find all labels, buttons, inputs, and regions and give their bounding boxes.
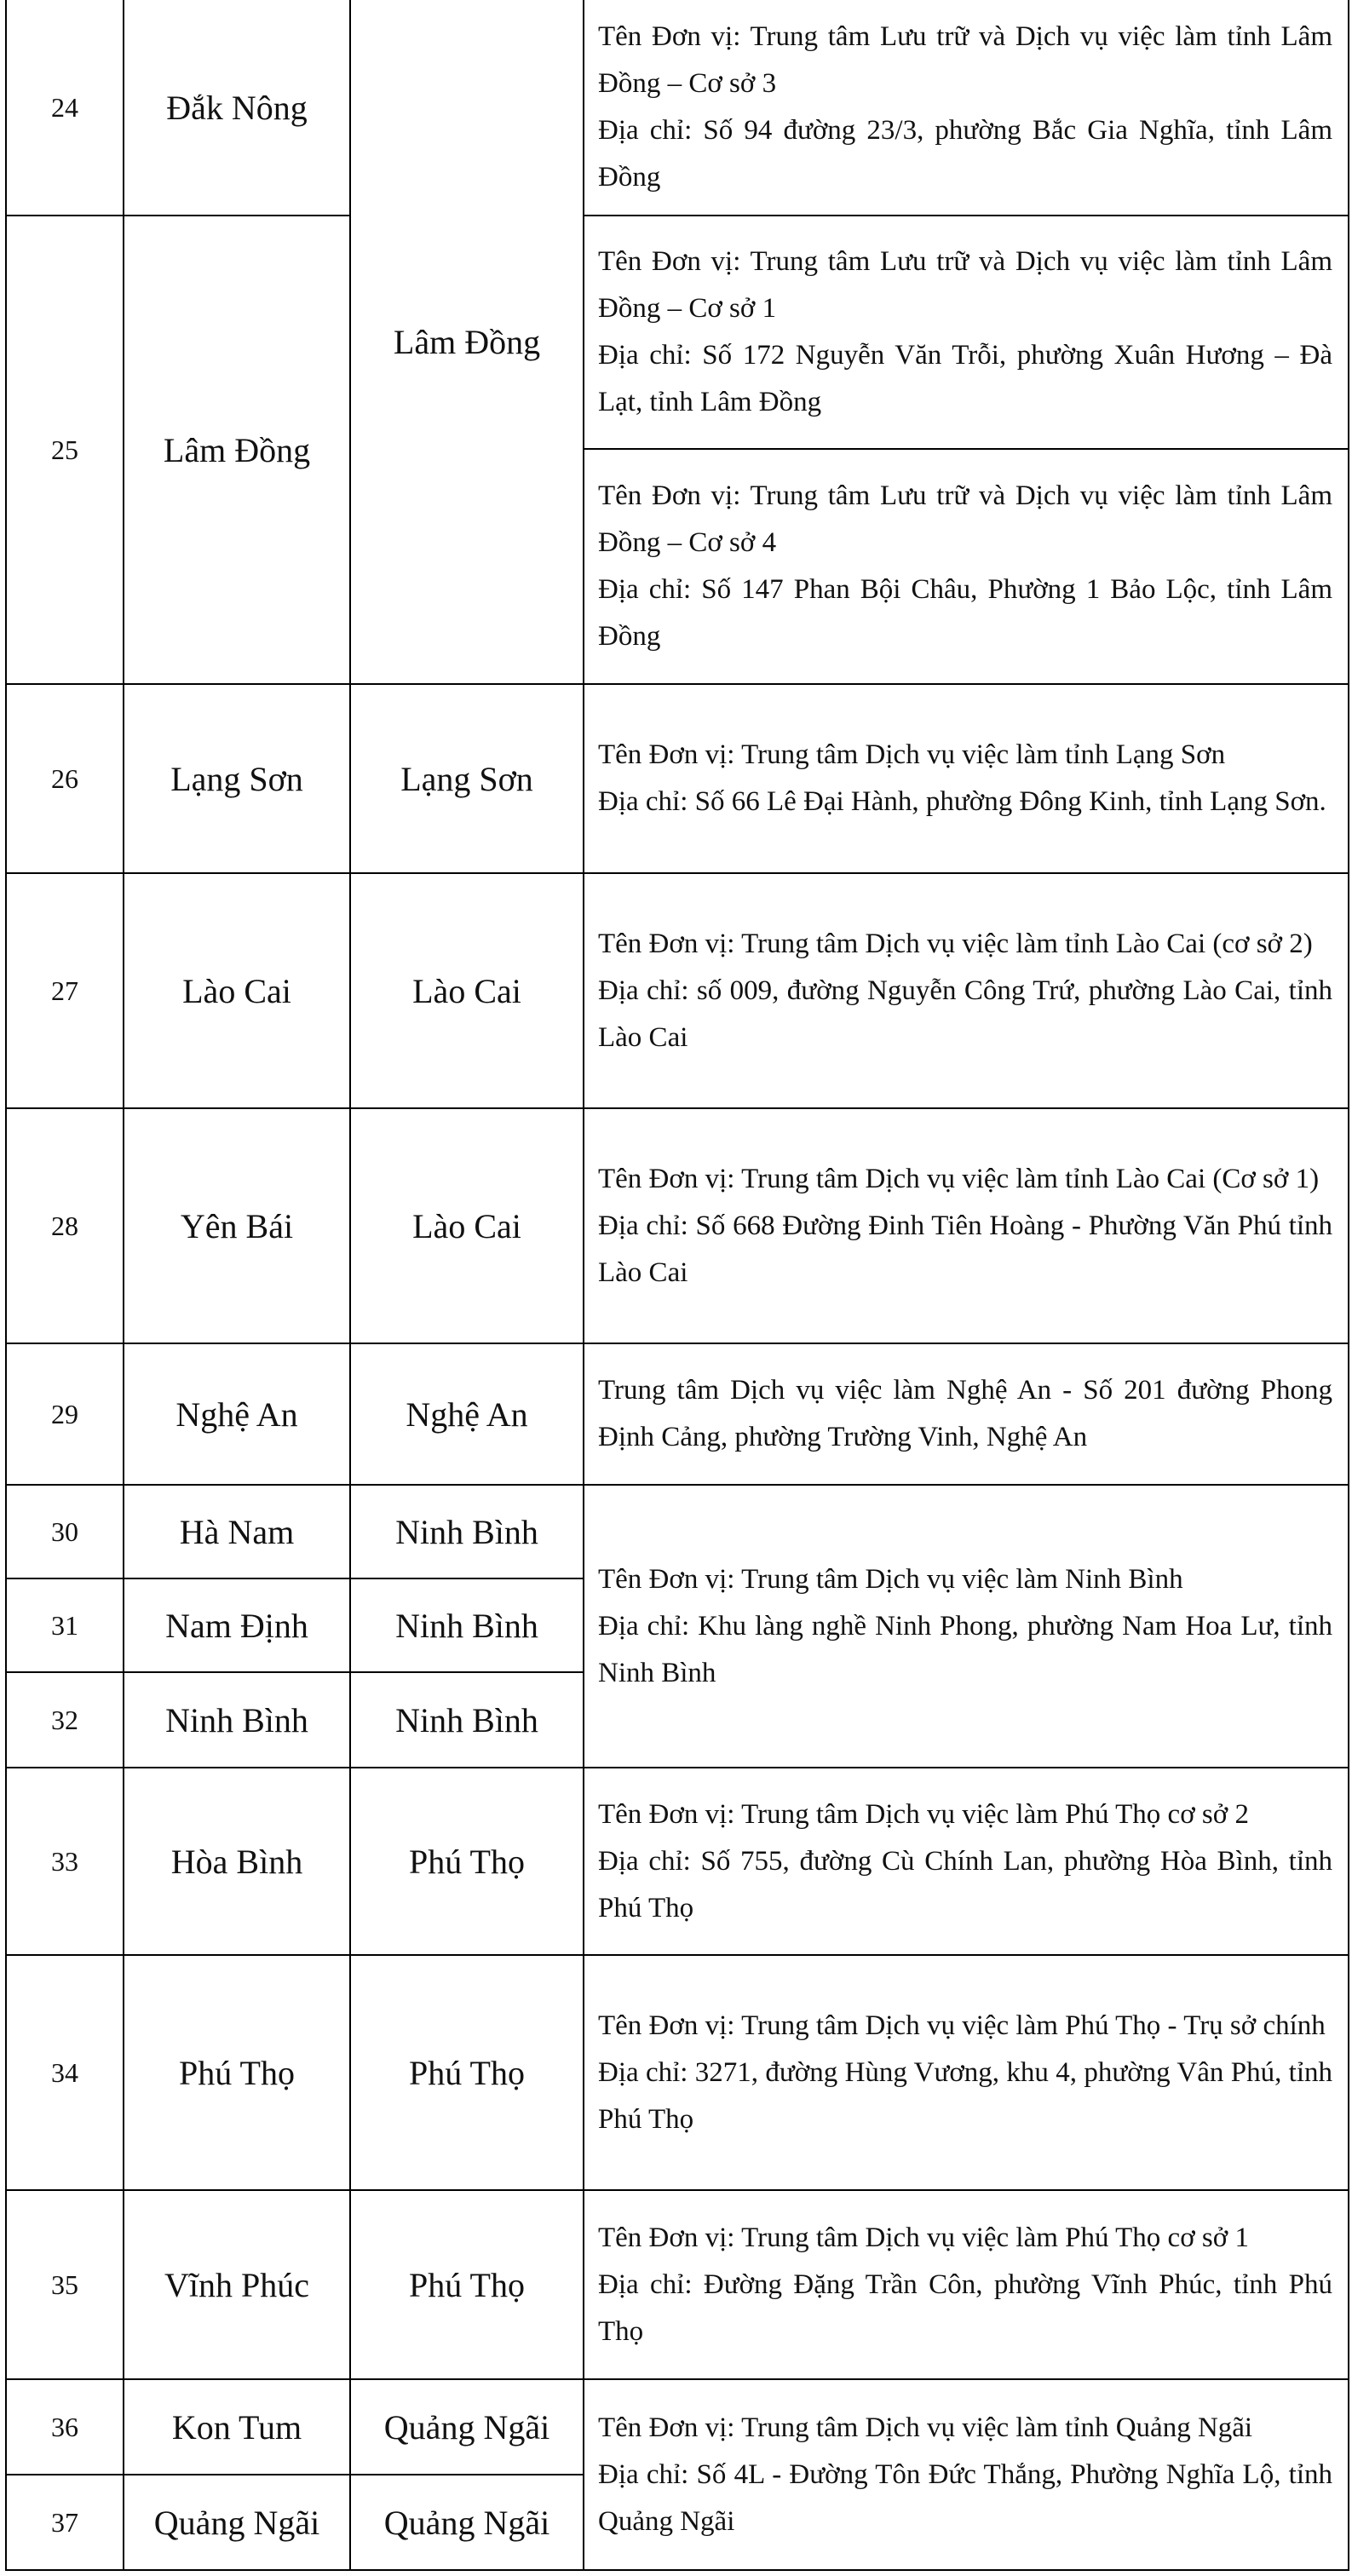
unit-info	[584, 2379, 1349, 2570]
row-number: 36	[6, 2379, 124, 2475]
row-number: 29	[6, 1343, 124, 1485]
unit-address: Địa chỉ: Số 668 Đường Đinh Tiên Hoàng - Phường Văn Phú tỉnh Lào Cai	[598, 1210, 1332, 1288]
unit-info	[584, 684, 1349, 873]
old-province: Vĩnh Phúc	[124, 2190, 350, 2379]
unit-info	[584, 1768, 1349, 1955]
table-row	[6, 1343, 1349, 1485]
table-row	[6, 0, 1349, 216]
unit-name: Tên Đơn vị: Trung tâm Dịch vụ việc làm Phú Thọ cơ sở 2	[598, 1798, 1249, 1830]
unit-name: Tên Đơn vị: Trung tâm Lưu trữ và Dịch vụ việc làm tỉnh Lâm Đồng – Cơ sở 4	[598, 480, 1332, 558]
old-province: Đắk Nông	[124, 0, 350, 216]
unit-name: Tên Đơn vị: Trung tâm Dịch vụ việc làm tỉnh Lào Cai (Cơ sở 1)	[598, 1163, 1320, 1194]
new-province: Ninh Bình	[350, 1672, 584, 1768]
new-province: Ninh Bình	[350, 1485, 584, 1578]
row-number: 32	[6, 1672, 124, 1768]
unit-info	[584, 0, 1349, 216]
table-row	[6, 1485, 1349, 1578]
new-province: Lào Cai	[350, 873, 584, 1108]
row-number: 37	[6, 2475, 124, 2570]
old-province: Lâm Đồng	[124, 216, 350, 684]
old-province: Nam Định	[124, 1578, 350, 1672]
unit-name: Tên Đơn vị: Trung tâm Dịch vụ việc làm Phú Thọ cơ sở 1	[598, 2222, 1249, 2253]
row-number: 26	[6, 684, 124, 873]
new-province: Ninh Bình	[350, 1578, 584, 1672]
table-row	[6, 2379, 1349, 2475]
row-number: 30	[6, 1485, 124, 1578]
table-row	[6, 216, 1349, 449]
unit-info	[584, 1485, 1349, 1768]
table-row	[6, 1108, 1349, 1343]
new-province: Phú Thọ	[350, 1768, 584, 1955]
unit-text: Trung tâm Dịch vụ việc làm Nghệ An - Số 201 đường Phong Định Cảng, phường Trường Vinh, Nghệ An	[598, 1375, 1332, 1452]
old-province: Nghệ An	[124, 1343, 350, 1485]
row-number: 33	[6, 1768, 124, 1955]
unit-address: Địa chỉ: Số 172 Nguyễn Văn Trỗi, phường Xuân Hương – Đà Lạt, tỉnh Lâm Đồng	[598, 340, 1332, 417]
unit-address: Địa chỉ: 3271, đường Hùng Vương, khu 4, phường Vân Phú, tỉnh Phú Thọ	[598, 2056, 1332, 2135]
old-province: Lào Cai	[124, 873, 350, 1108]
new-province: Lâm Đồng	[350, 0, 584, 684]
row-number: 28	[6, 1108, 124, 1343]
unit-info	[584, 1108, 1349, 1343]
table-row	[6, 1955, 1349, 2190]
new-province: Nghệ An	[350, 1343, 584, 1485]
new-province: Quảng Ngãi	[350, 2475, 584, 2570]
unit-address: Địa chỉ: Số 4L - Đường Tôn Đức Thắng, Phường Nghĩa Lộ, tỉnh Quảng Ngãi	[598, 2458, 1332, 2537]
unit-address: Địa chỉ: Số 147 Phan Bội Châu, Phường 1 Bảo Lộc, tỉnh Lâm Đồng	[598, 574, 1332, 652]
unit-address: Địa chỉ: Khu làng nghề Ninh Phong, phường Nam Hoa Lư, tỉnh Ninh Bình	[598, 1610, 1332, 1688]
old-province: Lạng Sơn	[124, 684, 350, 873]
unit-info	[584, 2190, 1349, 2379]
unit-name: Tên Đơn vị: Trung tâm Dịch vụ việc làm Phú Thọ - Trụ sở chính	[598, 2010, 1326, 2041]
unit-info	[584, 1955, 1349, 2190]
old-province: Hà Nam	[124, 1485, 350, 1578]
unit-info	[584, 449, 1349, 684]
unit-address: Địa chỉ: Số 755, đường Cù Chính Lan, phường Hòa Bình, tỉnh Phú Thọ	[598, 1845, 1332, 1923]
new-province: Quảng Ngãi	[350, 2379, 584, 2475]
new-province: Lạng Sơn	[350, 684, 584, 873]
table-row	[6, 684, 1349, 873]
employment-centers-table	[5, 0, 1349, 2571]
unit-info	[584, 1343, 1349, 1485]
old-province: Quảng Ngãi	[124, 2475, 350, 2570]
row-number: 35	[6, 2190, 124, 2379]
unit-name: Tên Đơn vị: Trung tâm Dịch vụ việc làm tỉnh Lào Cai (cơ sở 2)	[598, 928, 1313, 959]
row-number: 25	[6, 216, 124, 684]
unit-address: Địa chỉ: Đường Đặng Trần Côn, phường Vĩnh Phúc, tỉnh Phú Thọ	[598, 2268, 1332, 2347]
unit-name: Tên Đơn vị: Trung tâm Dịch vụ việc làm tỉnh Quảng Ngãi	[598, 2412, 1253, 2443]
new-province: Phú Thọ	[350, 1955, 584, 2190]
unit-name: Tên Đơn vị: Trung tâm Lưu trữ và Dịch vụ việc làm tỉnh Lâm Đồng – Cơ sở 3	[598, 21, 1332, 99]
row-number: 24	[6, 0, 124, 216]
table-row	[6, 2190, 1349, 2379]
unit-address: Địa chỉ: Số 94 đường 23/3, phường Bắc Gia Nghĩa, tỉnh Lâm Đồng	[598, 115, 1332, 193]
unit-name: Tên Đơn vị: Trung tâm Dịch vụ việc làm Ninh Bình	[598, 1563, 1183, 1595]
new-province: Lào Cai	[350, 1108, 584, 1343]
unit-name: Tên Đơn vị: Trung tâm Dịch vụ việc làm tỉnh Lạng Sơn	[598, 739, 1226, 770]
unit-address: Địa chỉ: số 009, đường Nguyễn Công Trứ, phường Lào Cai, tỉnh Lào Cai	[598, 975, 1332, 1053]
table-row	[6, 873, 1349, 1108]
unit-address: Địa chỉ: Số 66 Lê Đại Hành, phường Đông Kinh, tỉnh Lạng Sơn.	[598, 786, 1326, 817]
table-row	[6, 1768, 1349, 1955]
old-province: Kon Tum	[124, 2379, 350, 2475]
unit-name: Tên Đơn vị: Trung tâm Lưu trữ và Dịch vụ việc làm tỉnh Lâm Đồng – Cơ sở 1	[598, 246, 1332, 324]
old-province: Phú Thọ	[124, 1955, 350, 2190]
old-province: Ninh Bình	[124, 1672, 350, 1768]
unit-info	[584, 216, 1349, 449]
old-province: Yên Bái	[124, 1108, 350, 1343]
row-number: 31	[6, 1578, 124, 1672]
row-number: 27	[6, 873, 124, 1108]
new-province: Phú Thọ	[350, 2190, 584, 2379]
row-number: 34	[6, 1955, 124, 2190]
unit-info	[584, 873, 1349, 1108]
old-province: Hòa Bình	[124, 1768, 350, 1955]
